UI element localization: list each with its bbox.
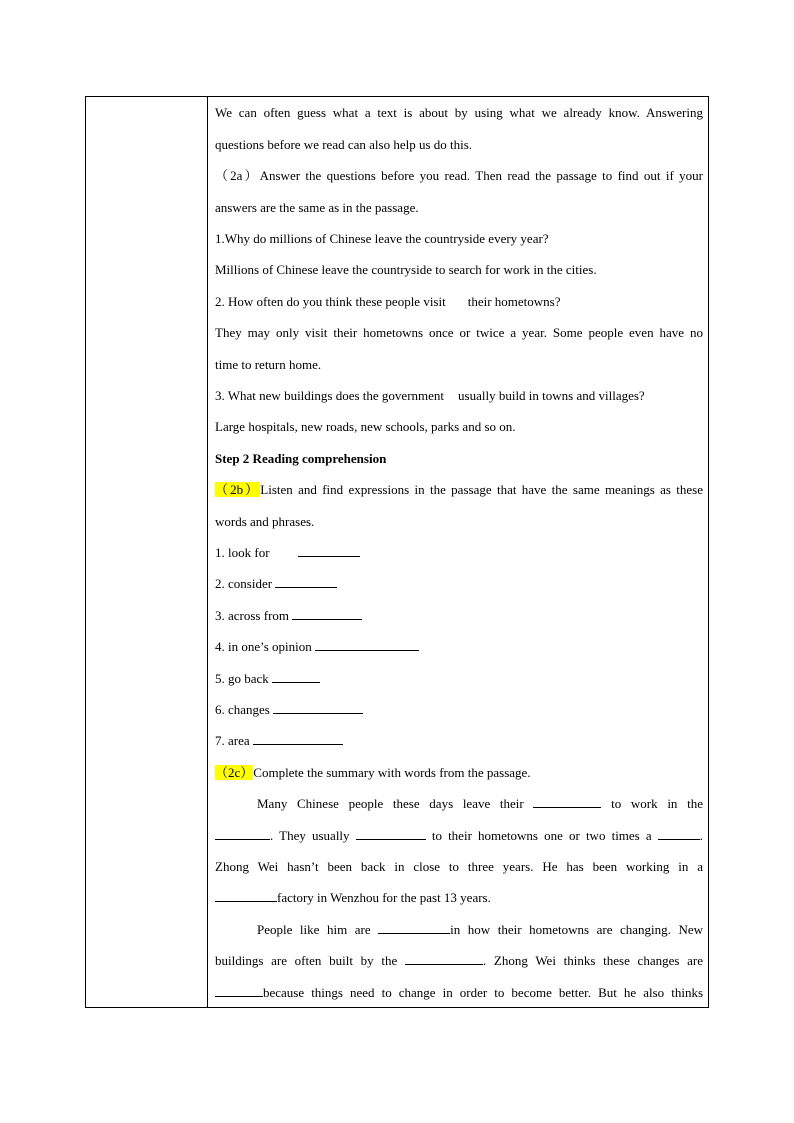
answer-blank[interactable] — [272, 669, 320, 683]
answer-blank[interactable] — [273, 700, 363, 714]
list-item — [215, 731, 703, 751]
answer-blank[interactable] — [253, 731, 343, 745]
step-2-heading: Step 2 Reading comprehension — [215, 451, 387, 466]
answer-blank[interactable] — [275, 574, 337, 588]
task-2a-instruction: Answer the questions before you read. Then read the passage to find out if your — [259, 168, 703, 183]
answer-2-line-2: time to return home. — [215, 357, 322, 372]
task-2a-tag: （2a） — [215, 168, 260, 183]
summary-p2-line-2 — [215, 951, 703, 971]
item-text: 5. go back — [215, 671, 269, 686]
answer-blank[interactable] — [405, 951, 483, 965]
question-3-part-b: usually build in towns and villages? — [458, 388, 645, 403]
answer-blank[interactable] — [533, 794, 601, 808]
text-segment: . Zhong Wei thinks these changes are — [482, 953, 703, 968]
text-segment: Many Chinese people these days leave their — [257, 796, 524, 811]
answer-blank[interactable] — [378, 920, 450, 934]
list-item — [215, 637, 703, 657]
list-item — [215, 543, 703, 563]
text-segment: buildings are often built by the — [215, 953, 398, 968]
text-segment: to their hometowns one or two times a — [431, 828, 652, 843]
lesson-table — [85, 96, 709, 1008]
text-segment: . — [699, 828, 703, 843]
task-2c-tag: （2c） — [215, 765, 254, 780]
text-segment: . They usually — [270, 828, 350, 843]
task-2b-line-1 — [215, 480, 703, 500]
intro-line-1: We can often guess what a text is about by using what we already know. Answering — [215, 105, 703, 120]
item-text: 2. consider — [215, 576, 273, 591]
task-2c-line — [215, 763, 703, 783]
answer-blank[interactable] — [292, 606, 362, 620]
summary-p1-line-4 — [215, 888, 703, 908]
answer-blank[interactable] — [658, 826, 700, 840]
summary-p2-line-1 — [215, 920, 703, 940]
task-2a-line-2: answers are the same as in the passage. — [215, 200, 419, 215]
task-2c-instruction: Complete the summary with words from the passage. — [253, 765, 531, 780]
intro-line-2: questions before we read can also help us do this. — [215, 137, 473, 152]
table-left-cell — [86, 97, 208, 1007]
answer-2-line-1: They may only visit their hometowns once or twice a year. Some people even have no — [215, 325, 703, 340]
task-2a-line-1 — [215, 166, 703, 186]
summary-p2-line-3 — [215, 983, 703, 1003]
answer-blank[interactable] — [298, 543, 360, 557]
item-text: 4. in one’s opinion — [215, 639, 312, 654]
task-2b-line-2: words and phrases. — [215, 514, 315, 529]
text-segment: in how their hometowns are changing. New — [450, 922, 703, 937]
answer-blank[interactable] — [215, 888, 277, 902]
table-content-cell — [215, 97, 703, 1007]
item-text: 6. changes — [215, 702, 270, 717]
list-item — [215, 669, 703, 689]
summary-p1-line-3: Zhong Wei hasn’t been back in close to three years. He has been working in a — [215, 859, 703, 874]
text-segment: to work in the — [611, 796, 703, 811]
question-3-part-a: 3. What new buildings does the government — [215, 388, 445, 403]
answer-1: Millions of Chinese leave the countryside to search for work in the cities. — [215, 262, 597, 277]
answer-blank[interactable] — [356, 826, 426, 840]
answer-blank[interactable] — [215, 983, 263, 997]
item-text: 1. look for — [215, 545, 270, 560]
list-item — [215, 574, 703, 594]
item-text: 3. across from — [215, 608, 290, 623]
question-3 — [215, 386, 703, 406]
summary-p1-line-2 — [215, 826, 703, 846]
question-2-part-b: their hometowns? — [467, 294, 561, 309]
answer-blank[interactable] — [215, 826, 270, 840]
question-2 — [215, 292, 703, 312]
text-segment: People like him are — [257, 922, 371, 937]
item-text: 7. area — [215, 733, 250, 748]
task-2b-instruction: Listen and find expressions in the passage that have the same meanings as these — [260, 482, 703, 497]
text-segment: because things need to change in order to become better. But he also thinks — [263, 985, 703, 1000]
list-item — [215, 606, 703, 626]
question-1: 1.Why do millions of Chinese leave the countryside every year? — [215, 231, 549, 246]
answer-3: Large hospitals, new roads, new schools, parks and so on. — [215, 419, 516, 434]
list-item — [215, 700, 703, 720]
task-2b-tag: （2b） — [215, 482, 261, 497]
summary-p1-line-1 — [215, 794, 703, 814]
text-segment: factory in Wenzhou for the past 13 years. — [277, 890, 491, 905]
answer-blank[interactable] — [315, 637, 419, 651]
question-2-part-a: 2. How often do you think these people visit — [215, 294, 446, 309]
